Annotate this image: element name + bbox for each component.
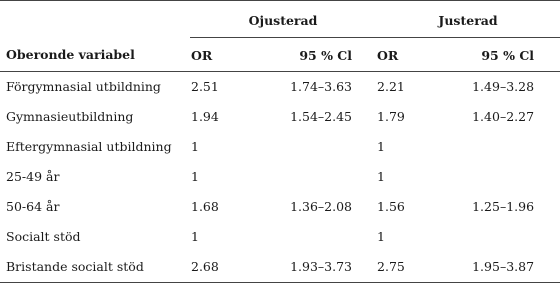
row-or-adjusted: 2.21 xyxy=(377,79,405,95)
row-ci-unadjusted xyxy=(274,132,376,162)
row-or-unadjusted: 1 xyxy=(191,229,199,244)
row-or-unadjusted: 1 xyxy=(191,169,199,184)
row-variable: Eftergymnasial utbildning xyxy=(6,139,172,154)
row-ci-adjusted xyxy=(460,132,560,162)
table-row xyxy=(0,252,560,283)
row-or-unadjusted: 2.51 xyxy=(191,79,219,95)
row-ci-unadjusted: 1.54–2.45 xyxy=(290,109,353,124)
table-row xyxy=(0,132,560,162)
row-ci-unadjusted xyxy=(274,222,376,252)
group-header-unadjusted: Ojusterad xyxy=(190,1,376,38)
row-ci-unadjusted: 1.36–2.08 xyxy=(290,199,353,214)
row-ci-adjusted: 1.25–1.96 xyxy=(472,199,535,214)
row-variable: 25-49 år xyxy=(6,169,60,184)
row-or-unadjusted: 2.68 xyxy=(191,259,219,275)
table-row xyxy=(0,162,560,192)
row-or-adjusted: 1.79 xyxy=(377,109,405,124)
row-ci-adjusted xyxy=(460,222,560,252)
row-or-adjusted: 1 xyxy=(377,229,385,244)
row-variable: Gymnasieutbildning xyxy=(6,109,134,124)
column-header-or-unadjusted: OR xyxy=(191,48,213,63)
row-ci-unadjusted: 1.74–3.63 xyxy=(290,79,353,95)
column-header-variable: Oberonde variabel xyxy=(6,47,135,62)
row-or-adjusted: 1.56 xyxy=(377,199,405,214)
row-ci-adjusted: 1.95–3.87 xyxy=(472,259,535,275)
table-row xyxy=(0,72,560,102)
row-or-unadjusted: 1.68 xyxy=(191,199,219,214)
row-ci-adjusted: 1.49–3.28 xyxy=(472,79,535,95)
table-row xyxy=(0,222,560,252)
row-variable: Förgymnasial utbildning xyxy=(6,79,161,95)
column-header-ci-unadjusted: 95 % Cl xyxy=(299,48,353,63)
group-header-blank xyxy=(0,1,190,38)
row-or-unadjusted: 1 xyxy=(191,139,199,154)
row-ci-unadjusted xyxy=(274,162,376,192)
row-or-adjusted: 2.75 xyxy=(377,259,405,275)
column-header-or-adjusted: OR xyxy=(377,48,399,63)
row-or-adjusted: 1 xyxy=(377,169,385,184)
column-header-row xyxy=(0,38,560,72)
group-header-row xyxy=(0,1,560,38)
row-ci-adjusted xyxy=(460,162,560,192)
row-variable: Socialt stöd xyxy=(6,229,81,244)
row-ci-adjusted: 1.40–2.27 xyxy=(472,109,535,124)
group-header-adjusted: Justerad xyxy=(376,1,560,38)
table-row xyxy=(0,102,560,132)
row-variable: 50-64 år xyxy=(6,199,60,214)
table-row xyxy=(0,192,560,222)
row-ci-unadjusted: 1.93–3.73 xyxy=(290,259,353,275)
row-or-unadjusted: 1.94 xyxy=(191,109,219,124)
row-variable: Bristande socialt stöd xyxy=(6,259,144,275)
row-or-adjusted: 1 xyxy=(377,139,385,154)
column-header-ci-adjusted: 95 % Cl xyxy=(481,48,535,63)
